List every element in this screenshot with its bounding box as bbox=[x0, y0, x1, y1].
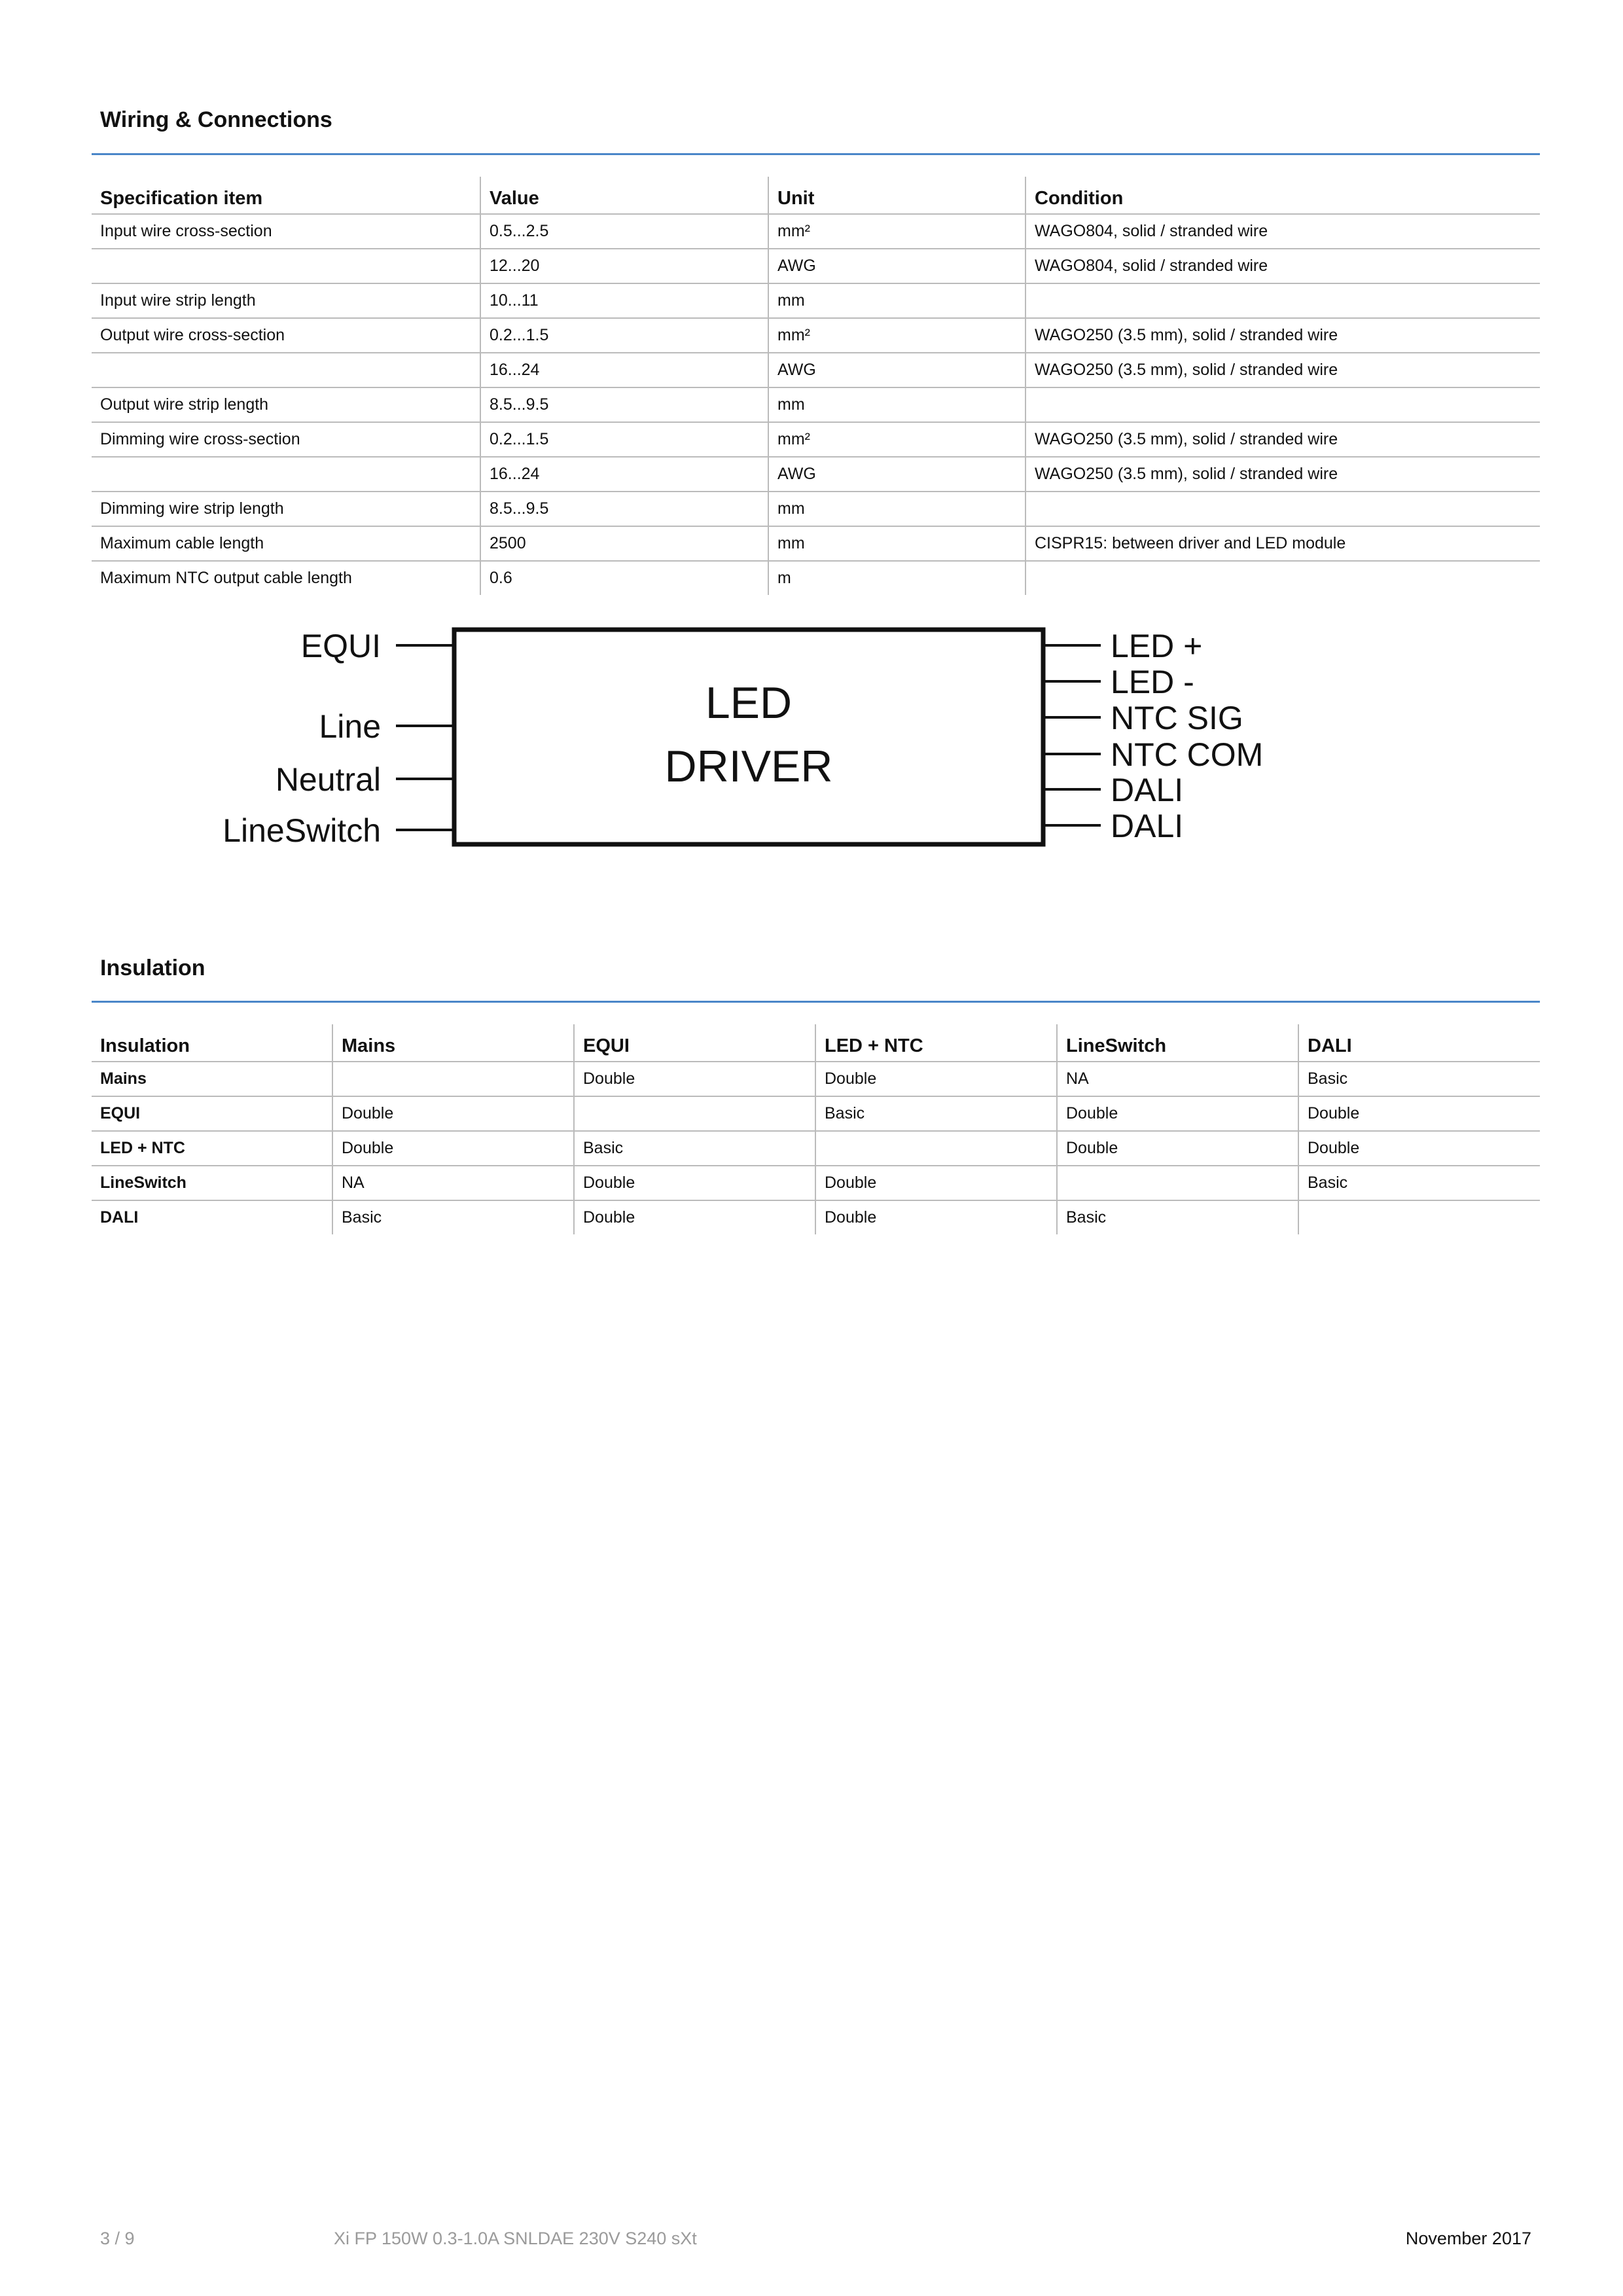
table-row bbox=[92, 526, 1540, 561]
column-header: LED + NTC bbox=[815, 1024, 1057, 1062]
table-cell: Double bbox=[332, 1096, 574, 1131]
insulation-section-title: Insulation bbox=[100, 956, 205, 980]
table-cell: WAGO250 (3.5 mm), solid / stranded wire bbox=[1026, 422, 1540, 457]
table-cell bbox=[1298, 1200, 1540, 1234]
table-cell: mm² bbox=[768, 214, 1026, 249]
table-cell: WAGO804, solid / stranded wire bbox=[1026, 214, 1540, 249]
table-cell: Double bbox=[815, 1062, 1057, 1096]
terminal-label-neutral: Neutral bbox=[275, 761, 381, 798]
table-row bbox=[92, 561, 1540, 595]
table-cell: 12...20 bbox=[480, 249, 768, 283]
row-header: LED + NTC bbox=[92, 1131, 332, 1166]
table-cell: Dimming wire strip length bbox=[92, 492, 480, 526]
table-cell: AWG bbox=[768, 353, 1026, 387]
wiring-section-rule bbox=[92, 153, 1540, 155]
table-cell: Double bbox=[332, 1131, 574, 1166]
column-header: Unit bbox=[768, 177, 1026, 214]
table-cell: Input wire cross-section bbox=[92, 214, 480, 249]
table-cell: Double bbox=[1057, 1096, 1298, 1131]
table-cell: 16...24 bbox=[480, 457, 768, 492]
table-row bbox=[92, 1166, 1540, 1200]
table-cell: mm bbox=[768, 492, 1026, 526]
table-cell bbox=[815, 1131, 1057, 1166]
table-header-row bbox=[92, 177, 1540, 214]
row-header: Mains bbox=[92, 1062, 332, 1096]
insulation-table bbox=[92, 1024, 1540, 1234]
footer-product-name: Xi FP 150W 0.3-1.0A SNLDAE 230V S240 sXt bbox=[334, 2229, 697, 2248]
table-cell: Output wire strip length bbox=[92, 387, 480, 422]
terminal-label-line: Line bbox=[319, 708, 381, 745]
driver-box-label-line1: LED bbox=[705, 678, 793, 728]
table-cell: WAGO804, solid / stranded wire bbox=[1026, 249, 1540, 283]
table-cell: 0.6 bbox=[480, 561, 768, 595]
insulation-section-rule bbox=[92, 1001, 1540, 1003]
table-cell: Double bbox=[815, 1166, 1057, 1200]
table-cell: 8.5...9.5 bbox=[480, 387, 768, 422]
column-header: Insulation bbox=[92, 1024, 332, 1062]
table-cell: CISPR15: between driver and LED module bbox=[1026, 526, 1540, 561]
column-header: LineSwitch bbox=[1057, 1024, 1298, 1062]
driver-box-label-line2: DRIVER bbox=[664, 742, 833, 791]
table-cell: WAGO250 (3.5 mm), solid / stranded wire bbox=[1026, 457, 1540, 492]
table-cell bbox=[92, 353, 480, 387]
table-cell: 0.2...1.5 bbox=[480, 422, 768, 457]
table-cell: mm² bbox=[768, 318, 1026, 353]
table-cell: NA bbox=[332, 1166, 574, 1200]
table-row bbox=[92, 214, 1540, 249]
table-cell: AWG bbox=[768, 457, 1026, 492]
column-header: EQUI bbox=[574, 1024, 815, 1062]
column-header: Specification item bbox=[92, 177, 480, 214]
terminal-label-dali: DALI bbox=[1111, 772, 1184, 808]
table-cell: Basic bbox=[1298, 1166, 1540, 1200]
right-terminals bbox=[1043, 628, 1263, 844]
table-cell: mm bbox=[768, 387, 1026, 422]
table-row bbox=[92, 457, 1540, 492]
table-cell: 2500 bbox=[480, 526, 768, 561]
table-cell bbox=[92, 457, 480, 492]
table-row bbox=[92, 1062, 1540, 1096]
table-cell: Basic bbox=[1057, 1200, 1298, 1234]
table-cell bbox=[332, 1062, 574, 1096]
wiring-table bbox=[92, 177, 1540, 595]
table-cell: Basic bbox=[1298, 1062, 1540, 1096]
column-header: Mains bbox=[332, 1024, 574, 1062]
table-row bbox=[92, 387, 1540, 422]
table-cell bbox=[1026, 561, 1540, 595]
table-cell bbox=[92, 249, 480, 283]
footer-page-number: 3 / 9 bbox=[100, 2229, 135, 2248]
table-cell: WAGO250 (3.5 mm), solid / stranded wire bbox=[1026, 318, 1540, 353]
row-header: EQUI bbox=[92, 1096, 332, 1131]
left-terminals bbox=[223, 628, 454, 849]
table-cell: Dimming wire cross-section bbox=[92, 422, 480, 457]
table-cell bbox=[1026, 387, 1540, 422]
table-row bbox=[92, 283, 1540, 318]
table-row bbox=[92, 1096, 1540, 1131]
table-cell bbox=[1026, 492, 1540, 526]
wiring-section-title: Wiring & Connections bbox=[100, 107, 332, 132]
table-row bbox=[92, 353, 1540, 387]
driver-box bbox=[454, 630, 1043, 844]
terminal-label-lineswitch: LineSwitch bbox=[223, 812, 381, 849]
table-cell bbox=[574, 1096, 815, 1131]
footer-date: November 2017 bbox=[1405, 2229, 1531, 2248]
table-cell: Maximum NTC output cable length bbox=[100, 569, 352, 587]
table-cell bbox=[1057, 1166, 1298, 1200]
table-cell: Double bbox=[815, 1200, 1057, 1234]
table-cell: mm² bbox=[768, 422, 1026, 457]
table-cell: 0.5...2.5 bbox=[480, 214, 768, 249]
row-header: LineSwitch bbox=[92, 1166, 332, 1200]
table-cell: Double bbox=[574, 1062, 815, 1096]
table-cell: Double bbox=[1057, 1131, 1298, 1166]
table-cell: Maximum cable length bbox=[92, 526, 480, 561]
table-cell: Basic bbox=[332, 1200, 574, 1234]
table-cell: 16...24 bbox=[480, 353, 768, 387]
row-header: DALI bbox=[100, 1208, 139, 1227]
terminal-label-equi: EQUI bbox=[300, 628, 381, 664]
terminal-label-ntc-com: NTC COM bbox=[1111, 736, 1264, 773]
table-cell: mm bbox=[768, 526, 1026, 561]
table-cell: m bbox=[768, 561, 1026, 595]
table-cell: Double bbox=[574, 1200, 815, 1234]
table-header-row bbox=[92, 1024, 1540, 1062]
table-row bbox=[92, 492, 1540, 526]
table-cell: 0.2...1.5 bbox=[480, 318, 768, 353]
table-row bbox=[92, 249, 1540, 283]
table-row bbox=[92, 1131, 1540, 1166]
table-cell: Double bbox=[1298, 1096, 1540, 1131]
table-row bbox=[92, 422, 1540, 457]
table-cell: mm bbox=[768, 283, 1026, 318]
table-row bbox=[92, 318, 1540, 353]
terminal-label-led-minus: LED - bbox=[1111, 664, 1194, 700]
led-driver-wiring-diagram bbox=[196, 615, 1309, 864]
table-cell: AWG bbox=[768, 249, 1026, 283]
table-row bbox=[92, 1200, 1540, 1234]
table-cell: Basic bbox=[815, 1096, 1057, 1131]
table-cell: NA bbox=[1057, 1062, 1298, 1096]
table-cell: 10...11 bbox=[480, 283, 768, 318]
table-cell: WAGO250 (3.5 mm), solid / stranded wire bbox=[1026, 353, 1540, 387]
table-cell: Double bbox=[574, 1166, 815, 1200]
table-cell: 8.5...9.5 bbox=[480, 492, 768, 526]
table-cell: Basic bbox=[574, 1131, 815, 1166]
column-header: Value bbox=[480, 177, 768, 214]
terminal-label-ntc-sig: NTC SIG bbox=[1111, 700, 1243, 736]
table-cell: Double bbox=[1298, 1131, 1540, 1166]
table-cell: Input wire strip length bbox=[92, 283, 480, 318]
column-header: Condition bbox=[1026, 177, 1540, 214]
table-cell bbox=[1026, 283, 1540, 318]
table-cell: Output wire cross-section bbox=[92, 318, 480, 353]
column-header: DALI bbox=[1298, 1024, 1540, 1062]
terminal-label-led-plus: LED + bbox=[1111, 628, 1203, 664]
terminal-label-dali: DALI bbox=[1111, 808, 1184, 844]
